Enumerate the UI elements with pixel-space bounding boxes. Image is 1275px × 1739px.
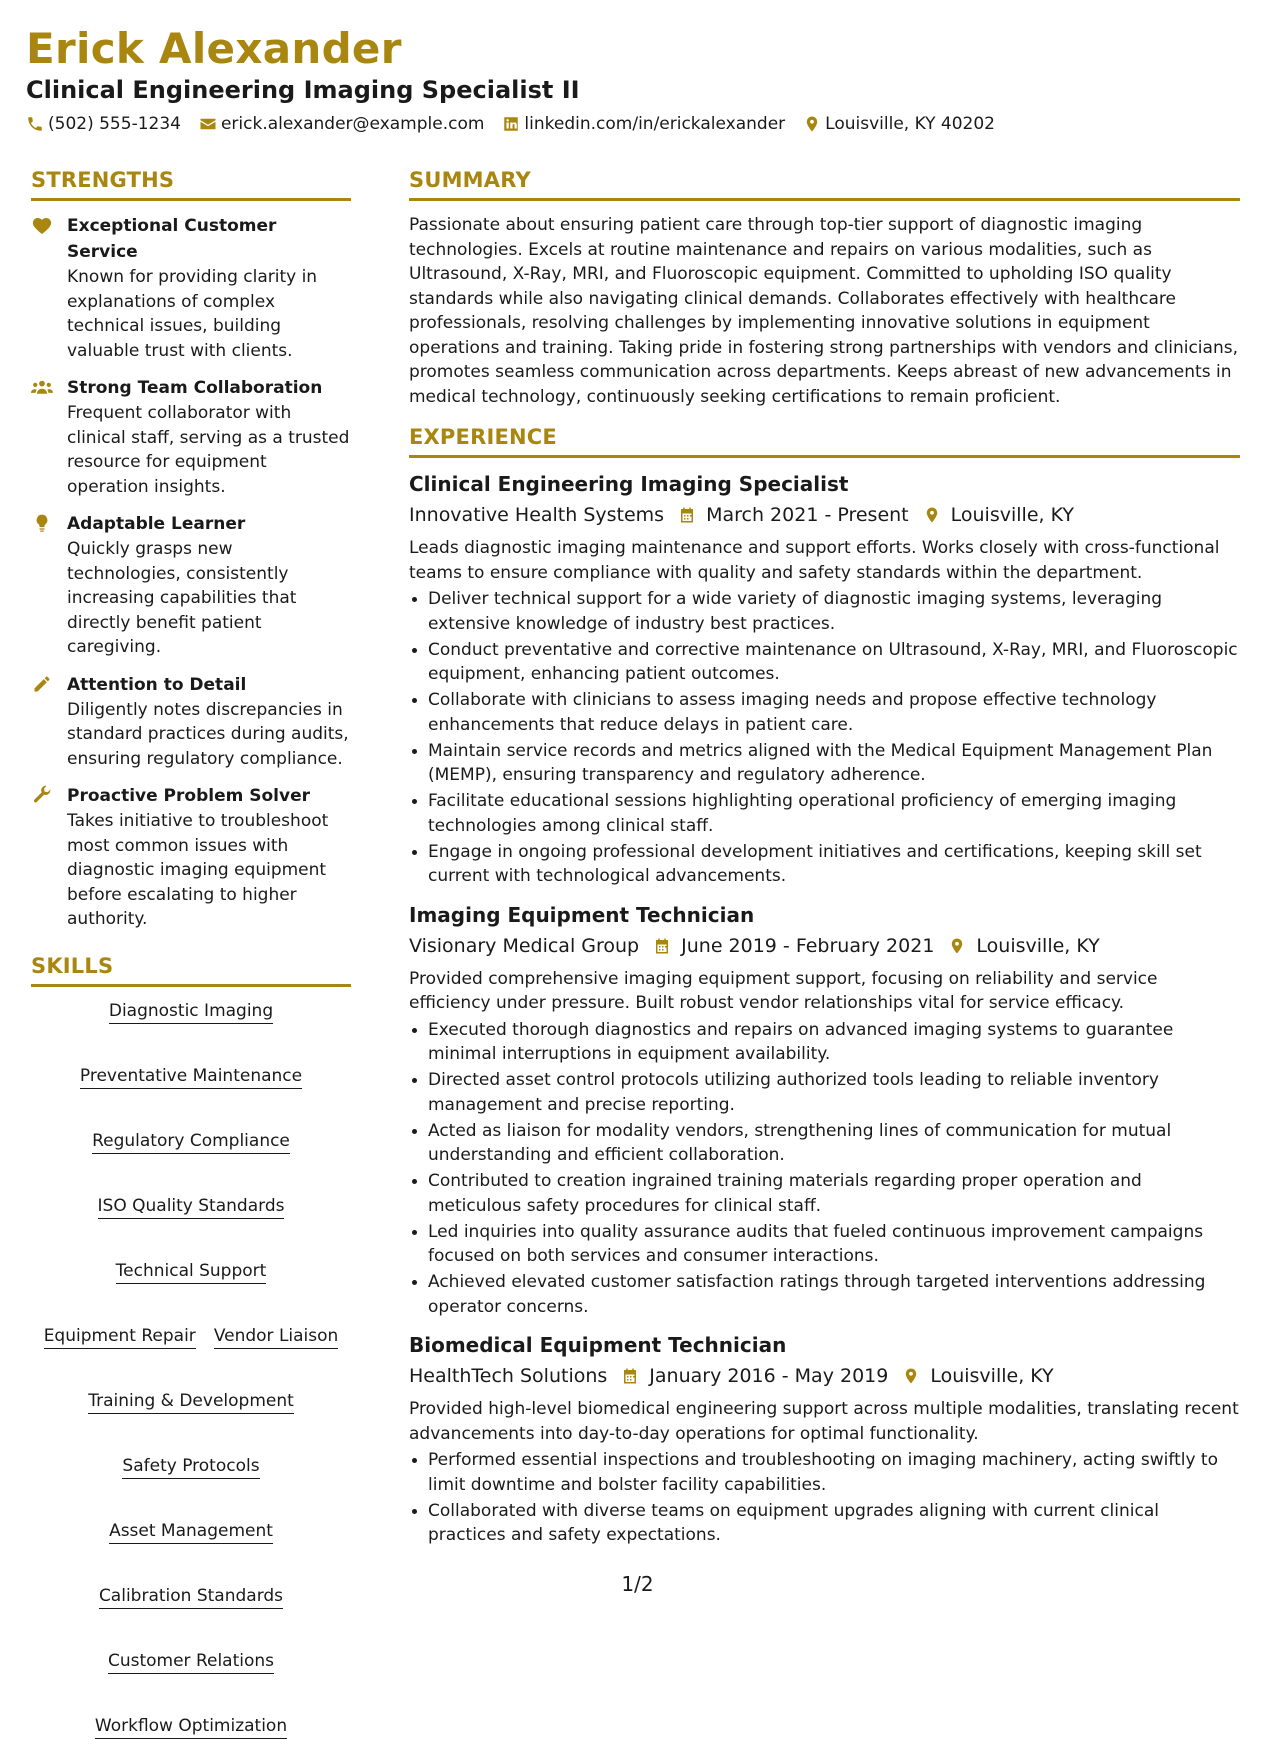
strength-item	[31, 213, 351, 363]
skill-tag: Training & Development	[88, 1391, 294, 1414]
skill-tag: Calibration Standards	[99, 1586, 283, 1609]
strength-item	[31, 375, 351, 499]
job-description: Provided comprehensive imaging equipment support, focusing on reliability and service efficiency under pressure. Built robust vendor relationships vital for service efficacy.	[409, 968, 1158, 1013]
contact-phone[interactable]	[26, 114, 181, 134]
job-company: Visionary Medical Group	[409, 934, 640, 957]
job-bullets	[409, 1018, 1240, 1320]
job-bullets	[409, 1448, 1240, 1548]
linkedin-text: linkedin.com/in/erickalexander	[524, 114, 786, 134]
job-location: Louisville, KY	[976, 934, 1100, 957]
strengths-list	[31, 213, 351, 932]
strength-desc: Diligently notes discrepancies in standard practices during audits, ensuring regulatory compliance.	[67, 699, 349, 769]
skill-tag: Diagnostic Imaging	[109, 1001, 273, 1024]
map-pin-icon	[923, 505, 941, 525]
contact-location	[803, 114, 995, 134]
linkedin-icon	[502, 115, 520, 133]
job-bullet: • Achieved elevated customer satisfaction ratings through targeted interventions addressing operator concerns.	[428, 1270, 1240, 1319]
skill-tag: Technical Support	[116, 1261, 267, 1284]
pencil-icon	[31, 674, 53, 694]
job-bullet: • Led inquiries into quality assurance audits that fueled continuous improvement campaigns focused on both services and consumer interactions.	[428, 1220, 1240, 1269]
skill-tag: ISO Quality Standards	[98, 1196, 285, 1219]
page-number: 1/2	[621, 1572, 654, 1596]
strength-desc: Known for providing clarity in explanations of complex technical issues, building valuable trust with clients.	[67, 267, 318, 361]
job-bullets	[409, 587, 1240, 889]
job-meta	[409, 933, 1240, 959]
job-meta	[409, 502, 1240, 528]
summary-divider	[409, 198, 1240, 201]
job-meta	[409, 1363, 1240, 1389]
job-bullet: • Directed asset control protocols utilizing authorized tools leading to reliable inventory management and precise reporting.	[428, 1068, 1240, 1117]
job-title: Clinical Engineering Imaging Specialist	[409, 472, 849, 496]
skill-tag: Workflow Optimization	[95, 1716, 287, 1739]
job-description: Provided high-level biomedical engineering support across multiple modalities, translating recent advancements into day-to-day operations for optimal functionality.	[409, 1399, 1239, 1444]
skill-tag: Regulatory Compliance	[92, 1131, 290, 1154]
job-bullet: • Collaborate with clinicians to assess imaging needs and propose effective technology enhancements that reduce delays in patient care.	[428, 688, 1240, 737]
strength-desc: Quickly grasps new technologies, consistently increasing capabilities that directly benefit patient caregiving.	[67, 539, 297, 657]
experience-heading: EXPERIENCE	[409, 425, 557, 449]
team-icon	[31, 377, 53, 397]
heart-icon	[31, 215, 53, 235]
job-company: HealthTech Solutions	[409, 1365, 608, 1387]
job-location: Louisville, KY	[950, 504, 1074, 526]
strength-title: Proactive Problem Solver	[67, 786, 310, 806]
job-dates: March 2021 - Present	[706, 504, 909, 526]
skills-list	[31, 1001, 351, 1739]
job-bullet: • Conduct preventative and corrective maintenance on Ultrasound, X-Ray, MRI, and Fluoroscopic equipment, enhancing patient outcomes.	[428, 638, 1240, 687]
strength-title: Exceptional Customer Service	[67, 216, 277, 262]
phone-icon	[26, 115, 44, 133]
right-column	[409, 168, 1240, 1548]
strength-item	[31, 672, 351, 772]
phone-text: (502) 555-1234	[48, 114, 181, 134]
job-bullet: • Engage in ongoing professional development initiatives and certifications, keeping skill set current with technological advancements.	[428, 840, 1240, 889]
job-bullet: • Performed essential inspections and troubleshooting on imaging machinery, acting swiftly to limit downtime and bolster facility capabilities.	[428, 1448, 1240, 1497]
calendar-icon	[621, 1366, 639, 1386]
job-dates: June 2019 - February 2021	[681, 934, 935, 957]
job-bullet: • Collaborated with diverse teams on equipment upgrades aligning with current clinical practices and safety expectations.	[428, 1499, 1240, 1548]
skill-tag: Safety Protocols	[122, 1456, 259, 1479]
job-entry	[409, 1331, 1240, 1548]
location-text: Louisville, KY 40202	[825, 114, 995, 134]
job-bullet: • Maintain service records and metrics aligned with the Medical Equipment Management Plan (MEMP), ensuring transparency and regulatory adherence.	[428, 739, 1240, 788]
job-location: Louisville, KY	[930, 1365, 1054, 1387]
skills-divider	[31, 984, 351, 987]
skill-tag: Customer Relations	[108, 1651, 274, 1674]
job-description: Leads diagnostic imaging maintenance and support efforts. Works closely with cross-functional teams to ensure compliance with quality and safety standards within the department.	[409, 538, 1220, 583]
strengths-heading: STRENGTHS	[31, 168, 175, 192]
strength-title: Strong Team Collaboration	[67, 378, 323, 398]
strengths-divider	[31, 198, 351, 201]
job-company: Innovative Health Systems	[409, 504, 665, 526]
map-pin-icon	[803, 115, 821, 133]
skill-tag: Equipment Repair	[44, 1326, 196, 1349]
map-pin-icon	[948, 936, 966, 956]
job-bullet: • Acted as liaison for modality vendors, strengthening lines of communication for mutual understanding and efficient collaboration.	[428, 1119, 1240, 1168]
job-entry	[409, 901, 1240, 1320]
job-bullet: • Executed thorough diagnostics and repairs on advanced imaging systems to guarantee minimal interruptions in equipment availability.	[428, 1018, 1240, 1067]
skills-heading: SKILLS	[31, 953, 114, 978]
strength-item	[31, 511, 351, 660]
email-text: erick.alexander@example.com	[220, 114, 485, 134]
job-bullet: • Facilitate educational sessions highlighting operational proficiency of emerging imaging technologies among clinical staff.	[428, 789, 1240, 838]
strength-title: Attention to Detail	[67, 674, 247, 695]
envelope-icon	[199, 115, 217, 133]
job-dates: January 2016 - May 2019	[649, 1365, 889, 1387]
skill-tag: Asset Management	[109, 1521, 273, 1544]
candidate-title: Clinical Engineering Imaging Specialist II	[26, 76, 580, 104]
job-entry	[409, 470, 1240, 889]
job-bullet: • Deliver technical support for a wide variety of diagnostic imaging systems, leveraging extensive knowledge of industry best practices.	[428, 587, 1240, 636]
job-bullet: • Contributed to creation ingrained training materials regarding proper operation and meticulous safety procedures for clinical staff.	[428, 1169, 1240, 1218]
contact-linkedin[interactable]	[502, 114, 785, 134]
strength-item	[31, 783, 351, 932]
calendar-icon	[678, 505, 696, 525]
contact-bar	[26, 114, 995, 134]
job-title: Biomedical Equipment Technician	[409, 1333, 787, 1357]
skill-tag: Preventative Maintenance	[80, 1066, 302, 1089]
summary-heading: SUMMARY	[409, 168, 531, 192]
strength-desc: Frequent collaborator with clinical staff, serving as a trusted resource for equipment operation insights.	[67, 403, 350, 497]
candidate-name: Erick Alexander	[26, 24, 402, 73]
skill-tag: Vendor Liaison	[214, 1326, 339, 1349]
left-column	[31, 168, 351, 1739]
summary-text: Passionate about ensuring patient care through top-tier support of diagnostic imaging technologies. Excels at routine maintenance and repairs on various modalities, such as Ultrasound, X-Ray, MRI, and Fluoroscopic equipment. Committed to upholding ISO quality standards while also navigating clinical demands. Collaborates effectively with healthcare professionals, resolving challenges by implementing innovative solutions in equipment operations and training. Taking pride in fostering strong partnerships with vendors and clinicians, promotes seamless communication across departments. Keeps abreast of new advancements in medical technology, continuously seeking certifications to remain proficient.	[409, 215, 1238, 407]
job-title: Imaging Equipment Technician	[409, 902, 755, 927]
contact-email[interactable]	[199, 114, 484, 134]
calendar-icon	[653, 936, 671, 956]
strength-title: Adaptable Learner	[67, 514, 246, 534]
wrench-icon	[31, 785, 53, 805]
experience-divider	[409, 455, 1240, 458]
map-pin-icon	[902, 1366, 920, 1386]
lightbulb-icon	[31, 513, 53, 533]
strength-desc: Takes initiative to troubleshoot most common issues with diagnostic imaging equipment before escalating to higher authority.	[67, 811, 329, 929]
